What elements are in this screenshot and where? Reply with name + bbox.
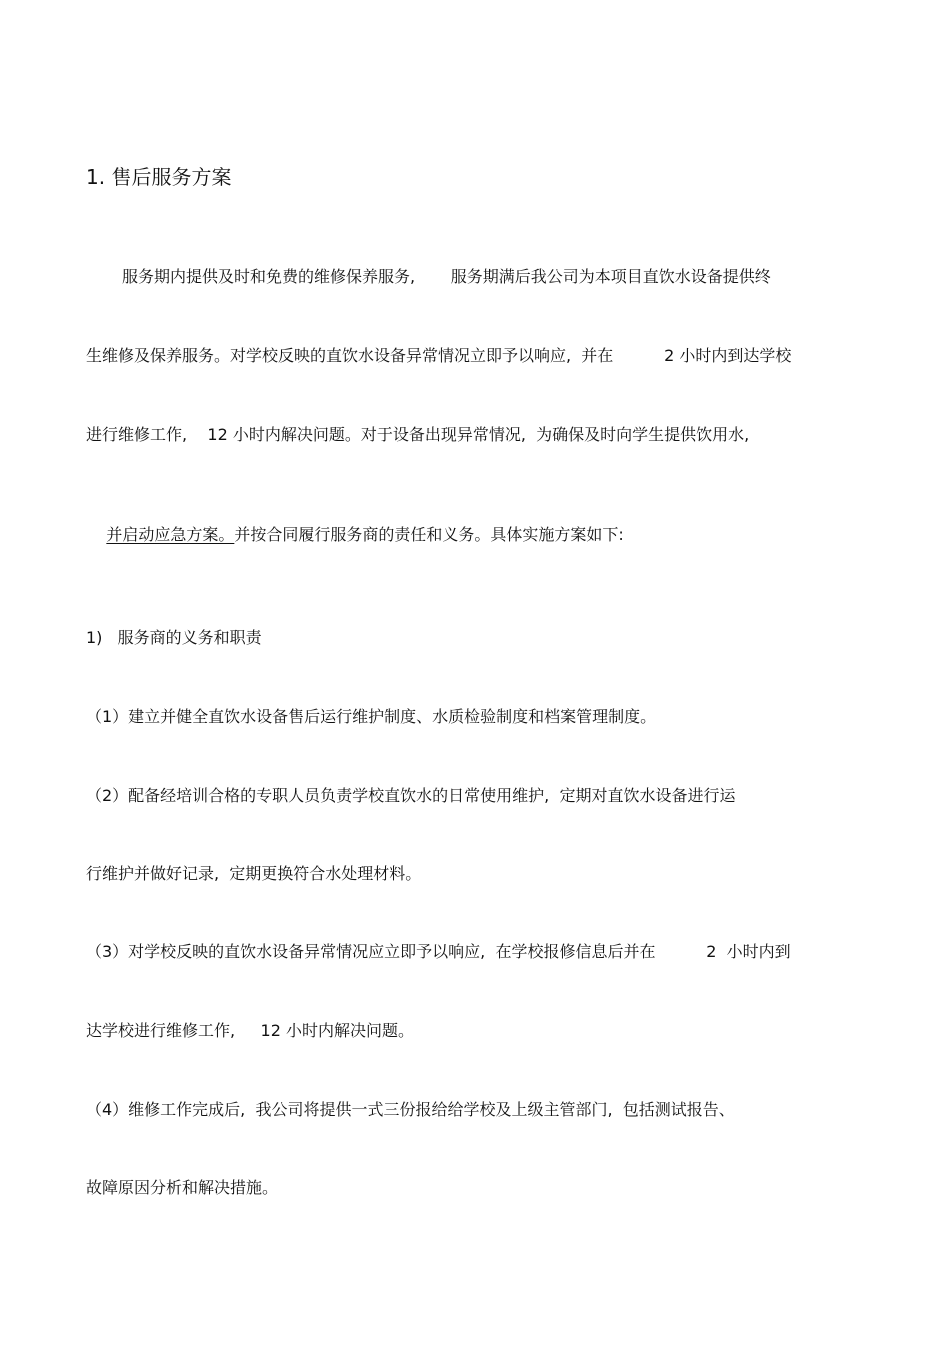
underlined-text: 并启动应急方案。 — [106, 525, 235, 544]
list-item-2-line-2: 行维护并做好记录, 定期更换符合水处理材料。 — [86, 864, 422, 883]
list-item-4-line-2: 故障原因分析和解决措施。 — [86, 1178, 279, 1197]
intro-paragraph-line-1: 服务期内提供及时和免费的维修保养服务, 服务期满后我公司为本项目直饮水设备提供终 — [122, 267, 771, 286]
section-heading: 1. 售后服务方案 — [86, 165, 232, 189]
list-item-4-line-1: （4）维修工作完成后, 我公司将提供一式三份报给给学校及上级主管部门, 包括测试报告、 — [86, 1100, 735, 1119]
intro-paragraph-line-4-rest: 并按合同履行服务商的责任和义务。具体实施方案如下: — [234, 525, 624, 544]
subsection-title: 1) 服务商的义务和职责 — [86, 628, 262, 647]
list-item-3-line-2: 达学校进行维修工作, 12 小时内解决问题。 — [86, 1021, 414, 1040]
intro-paragraph-line-4 — [86, 502, 624, 568]
list-item-1: （1）建立并健全直饮水设备售后运行维护制度、水质检验制度和档案管理制度。 — [86, 707, 657, 726]
list-item-2-line-1: （2）配备经培训合格的专职人员负责学校直饮水的日常使用维护, 定期对直饮水设备进行运 — [86, 786, 736, 805]
intro-paragraph-line-3: 进行维修工作, 12 小时内解决问题。对于设备出现异常情况, 为确保及时向学生提供饮用水, — [86, 425, 750, 444]
intro-paragraph-line-2: 生维修及保养服务。对学校反映的直饮水设备异常情况立即予以响应, 并在 2 小时内到达学校 — [86, 346, 792, 365]
list-item-3-line-1: （3）对学校反映的直饮水设备异常情况应立即予以响应, 在学校报修信息后并在 2 小时内到 — [86, 942, 791, 961]
